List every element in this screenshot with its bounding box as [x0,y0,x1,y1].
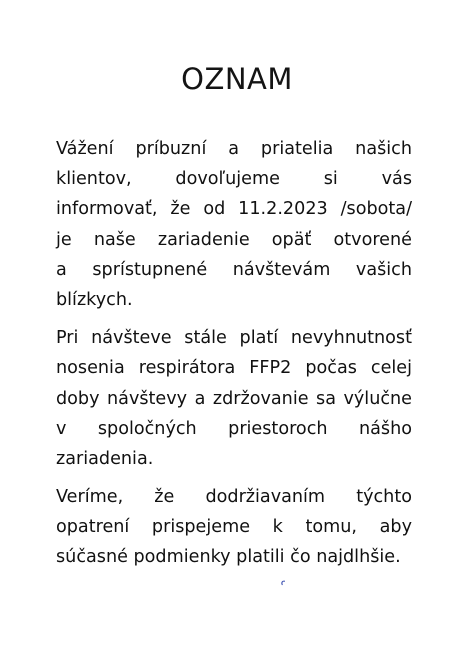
text-line: doby návštevy a zdržovanie sa výlučne [56,388,412,409]
text-line: a sprístupnené návštevám vašich [56,259,412,280]
document-body [56,134,412,581]
text-line: v spoločných priestoroch nášho [56,418,412,439]
text-line: opatrení prispejeme k tomu, aby [56,517,412,538]
text-line: Vážení príbuzní a priatelia našich [56,139,412,159]
text-line: klientov, dovoľujeme si vás [56,169,412,190]
text-line: informovať, že od 11.2.2023 /sobota/ [56,199,412,220]
text-line: je naše zariadenie opäť otvorené [56,229,412,250]
document-title: OZNAM [181,62,293,96]
paragraph-1 [56,134,412,315]
text-line: súčasné podmienky platili čo najdlhšie. [56,547,401,568]
paragraph-3 [56,482,412,573]
text-line: zariadenia. [56,448,154,469]
text-line: nosenia respirátora FFP2 počas celej [56,358,412,379]
ink-mark-icon [280,580,286,586]
paragraph-2 [56,323,412,474]
text-line: Pri návšteve stále platí nevyhnutnosť [56,328,412,349]
text-line: Veríme, že dodržiavaním týchto [56,487,412,508]
text-line: blízkych. [56,289,133,310]
